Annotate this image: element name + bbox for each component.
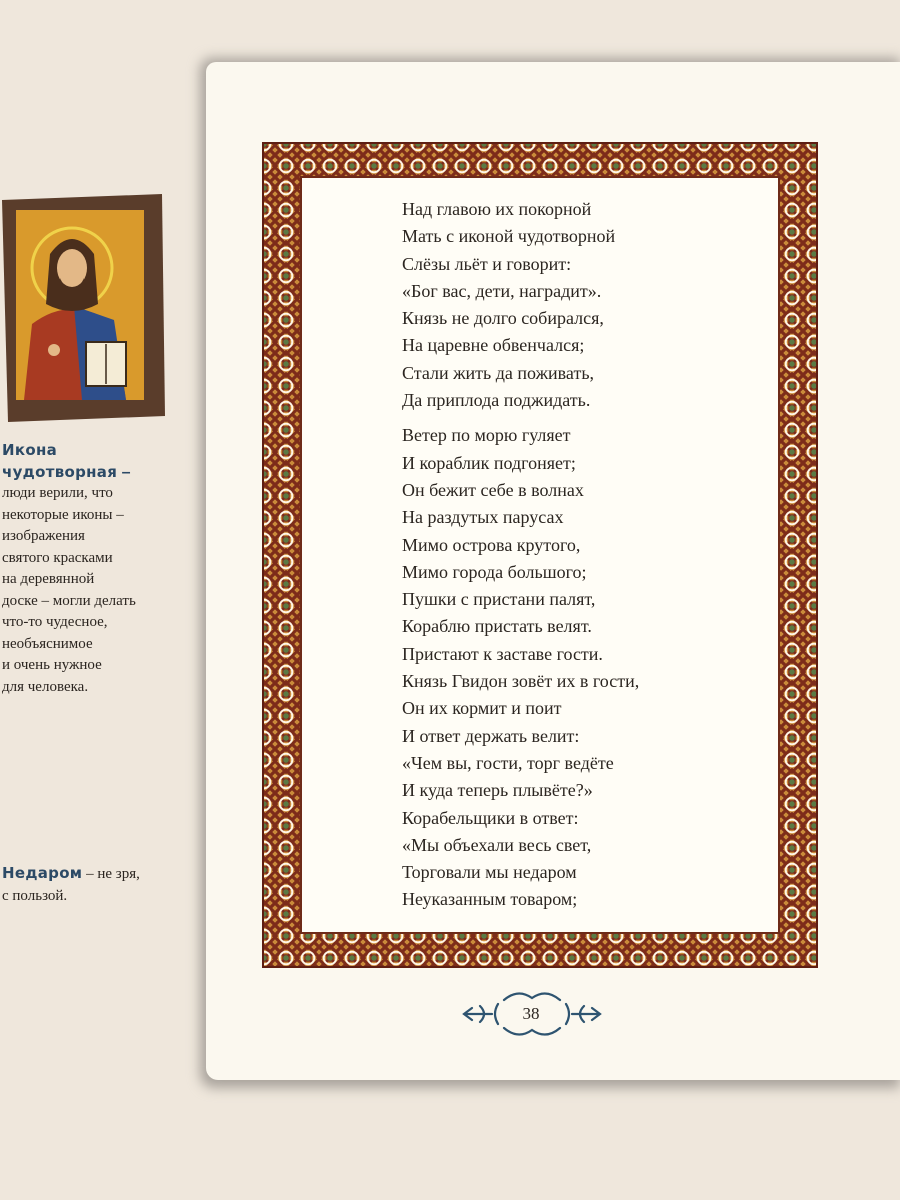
poem-line: Пушки с пристани палят, (402, 589, 596, 610)
gloss-desc: для человека. (2, 678, 89, 695)
gloss-desc: изображения (2, 528, 85, 544)
gloss-desc: святого красками (2, 549, 113, 566)
poem-line: Корабельщики в ответ: (402, 807, 579, 828)
gloss-desc: – не зря, (82, 866, 140, 882)
poem-line: Он их кормит и поит (402, 698, 562, 719)
gloss-desc: и очень нужное (2, 657, 102, 673)
gloss-term: Недаром (2, 864, 83, 882)
poem-line: И куда теперь плывёте?» (402, 780, 593, 801)
poem-line: Князь не долго собирался, (402, 308, 604, 329)
gloss-term: Икона (2, 441, 58, 459)
poem-line: Ветер по морю гуляет (402, 425, 571, 446)
poem-line: Слёзы льёт и говорит: (402, 253, 572, 274)
poem-line: Кораблю пристать велят. (402, 616, 592, 637)
gloss-nedarom (2, 862, 177, 907)
poem-line: Да приплода поджидать. (402, 390, 591, 411)
poem-line: На раздутых парусах (402, 507, 564, 528)
poem-line: Стали жить да поживать, (402, 362, 595, 383)
poem-line: Пристают к заставе гости. (402, 643, 603, 664)
poem-line: Неуказанным товаром; (402, 889, 578, 910)
gloss-desc: люди верили, что (2, 485, 113, 501)
gloss-desc: с пользой. (2, 888, 68, 904)
poem-line: На царевне обвенчался; (402, 335, 585, 356)
stanza-1 (402, 196, 762, 414)
poem-line: «Мы объехали весь свет, (402, 834, 592, 855)
poem-line: Мать с иконой чудотворной (402, 226, 616, 247)
poem-line: «Чем вы, гости, торг ведёте (402, 752, 614, 773)
gloss-dash: – (117, 463, 131, 481)
gloss-desc: что-то чудесное, (2, 614, 108, 630)
icon-illustration (2, 194, 165, 422)
poem-line: Торговали мы недаром (402, 862, 577, 883)
poem-line: Князь Гвидон зовёт их в гости, (402, 671, 640, 692)
poem-line: Он бежит себе в волнах (402, 479, 584, 500)
gloss-desc: необъяснимое (2, 635, 93, 652)
poem-line: И ответ держать велит: (402, 725, 580, 746)
gloss-icon-chudotvornaya (2, 440, 172, 698)
gloss-term: чудотворная (2, 462, 118, 481)
gloss-desc: некоторые иконы – (2, 506, 124, 523)
page-number: 38 (522, 1004, 540, 1023)
poem-line: И кораблик подгоняет; (402, 452, 576, 473)
gloss-desc: доске – могли делать (2, 592, 136, 609)
poem-line: «Бог вас, дети, наградит». (402, 280, 602, 301)
poem-text (402, 196, 762, 914)
poem-line: Над главою их покорной (402, 199, 592, 219)
poem-line: Мимо острова крутого, (402, 534, 581, 555)
stanza-2 (402, 422, 762, 913)
gloss-desc: на деревянной (2, 571, 95, 587)
poem-line: Мимо города большого; (402, 561, 587, 582)
